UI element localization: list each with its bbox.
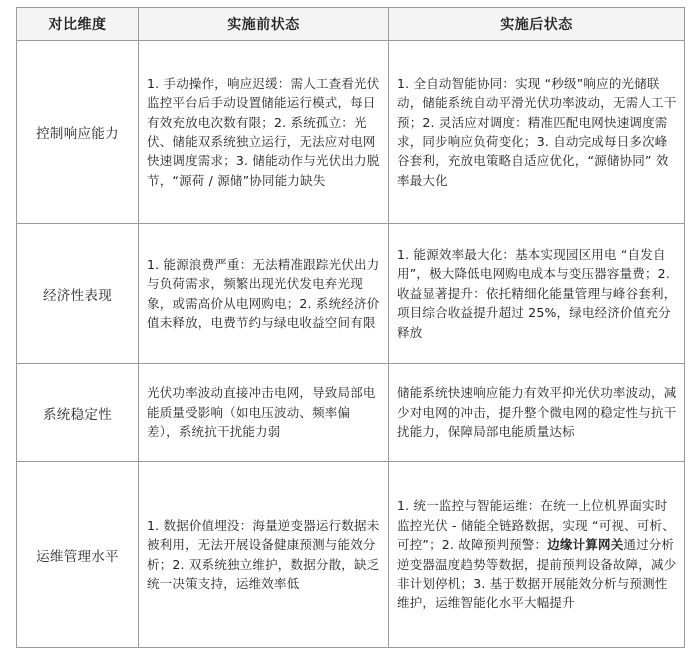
row-after-stability: 储能系统快速响应能力有效平抑光伏功率波动，减少对电网的冲击，提升整个微电网的稳定性与抗干扰能力，保障局部电能质量达标	[388, 364, 684, 461]
row-before-stability: 光伏功率波动直接冲击电网，导致局部电能质量受影响（如电压波动、频率偏差），系统抗干扰能力弱	[138, 364, 388, 461]
header-dimension: 对比维度	[17, 8, 138, 40]
table-row	[17, 40, 684, 223]
edge-gateway-bold-text: 边缘计算网关	[547, 537, 624, 553]
after-text-part-1: 1. 统一监控与智能运维：在统一上位机界面实时监控光伏 - 储能全链路数据，实现 “可视、可析、可控”；2. 故障预判预警：	[397, 498, 675, 553]
table-row	[17, 363, 684, 461]
row-dimension-control: 控制响应能力	[36, 126, 119, 142]
row-after-maintenance	[388, 462, 684, 647]
header-before: 实施前状态	[138, 8, 388, 40]
after-text-part-2: 通过分析逆变器温度趋势等数据，提前预判设备故障，减少非计划停机；3. 基于数据开展能效分析与预测性维护，运维智能化水平大幅提升	[397, 537, 677, 611]
row-before-economy: 1. 能源浪费严重：无法精准跟踪光伏出力与负荷需求，频繁出现光伏发电弃光现象，或需高价从电网购电；2. 系统经济价值未释放，电费节约与绿电收益空间有限	[138, 224, 388, 363]
table-row	[17, 461, 684, 647]
comparison-table	[16, 7, 685, 648]
row-before-maintenance: 1. 数据价值埋没：海量逆变器运行数据未被利用，无法开展设备健康预测与能效分析；2. 双系统独立维护，数据分散，缺乏统一决策支持，运维效率低	[138, 462, 388, 647]
row-dimension-economy: 经济性表现	[43, 287, 112, 304]
header-after: 实施后状态	[388, 8, 684, 40]
row-before-control: 1. 手动操作，响应迟缓：需人工查看光伏监控平台后手动设置储能运行模式，每日有效充放电次数有限；2. 系统孤立：光伏、储能双系统独立运行，无法应对电网快速调度需求；3. 储能动作与光伏出力脱节，“源荷 / 源储”协同能力缺失	[138, 41, 388, 223]
row-dimension-maintenance: 运维管理水平	[36, 548, 119, 565]
table-header-row	[17, 8, 684, 40]
row-after-control: 1. 全自动智能协同：实现 “秒级”响应的光储联动，储能系统自动平滑光伏功率波动，无需人工干预；2. 灵活应对调度：精准匹配电网快速调度需求，同步响应负荷变化；3. 自动完成每日多次峰谷套利，充放电策略自适应优化，“源储协同” 效率最大化	[388, 41, 684, 223]
row-after-economy: 1. 能源效率最大化：基本实现园区用电 “自发自用”，极大降低电网购电成本与变压器容量费；2. 收益显著提升：依托精细化能量管理与峰谷套利，项目综合收益提升超过 25%，绿电经济价值充分释放	[388, 224, 684, 363]
table-row	[17, 223, 684, 363]
row-dimension-stability: 系统稳定性	[43, 406, 112, 423]
